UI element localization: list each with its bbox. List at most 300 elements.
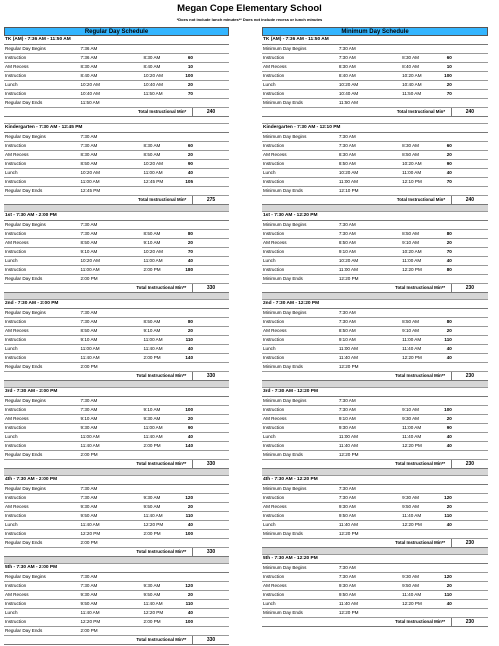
start-time: 7:30 AM [80,583,98,588]
minutes: 60 [446,143,452,148]
period-label: AM Recess [5,64,29,69]
table-row [4,133,229,142]
period-label: Instruction [263,231,285,236]
total-label: Total Instructional Min** [136,285,187,290]
period-label: Regular Day Begins [5,46,46,51]
end-time: 11:00 AM [402,258,422,263]
total-label: Total Instructional Min** [395,540,446,545]
end-time: 8:30 AM [143,143,161,148]
section-title: 5th - 7:30 AM - 12:20 PM [262,555,488,564]
minimum-day-column [262,27,488,627]
period-label: AM Recess [263,583,287,588]
table-row [4,142,229,151]
regular-day-sections [4,36,229,645]
end-time: 12:20 PM [402,443,422,448]
start-time: 7:30 AM [80,407,98,412]
table-row [262,345,488,354]
start-time: 7:30 AM [338,319,356,324]
minutes: 80 [187,319,193,324]
period-label: Regular Day Begins [5,134,46,139]
start-time: 7:30 AM [338,574,356,579]
minutes: 20 [446,82,452,87]
table-row [262,485,488,494]
period-label: Instruction [263,73,285,78]
period-label: Instruction [5,91,27,96]
end-time: 11:40 AM [143,346,163,351]
section-spacer [262,381,488,388]
table-row [262,503,488,512]
period-label: Lunch [263,346,276,351]
end-time: 9:30 AM [402,416,419,421]
minutes: 20 [187,504,193,509]
start-time: 11:00 AM [80,267,100,272]
period-label: Instruction [5,443,27,448]
period-label: Instruction [5,425,27,430]
section-title: 2nd - 7:30 AM - 2:00 PM [4,300,229,309]
end-time: 10:20 AM [143,161,163,166]
table-row [4,415,229,424]
minutes: 40 [446,355,452,360]
minutes: 120 [444,574,452,579]
end-time: 9:50 AM [143,504,161,509]
minutes: 40 [187,434,193,439]
total-row [4,196,229,205]
period-label: Instruction [263,513,285,518]
end-time: 10:20 AM [402,249,422,254]
end-time: 11:00 AM [143,258,163,263]
total-minutes: 230 [451,284,488,292]
period-label: Instruction [5,619,27,624]
period-label: Minimum Day Begins [263,46,307,51]
period-label: AM Recess [263,504,287,509]
total-label: Total Instructional Min** [136,549,187,554]
period-label: Instruction [263,425,285,430]
start-time: 9:30 AM [338,425,356,430]
start-time: 12:45 PM [80,188,101,193]
table-row [4,81,229,90]
table-row [4,363,229,372]
table-row [262,609,488,618]
minutes: 110 [444,337,452,342]
table-row [4,345,229,354]
start-time: 9:50 AM [338,513,356,518]
schedule-section [262,388,488,476]
total-label: Total Instructional Min* [396,109,446,114]
period-label: AM Recess [263,64,287,69]
end-time: 9:10 AM [143,240,161,245]
regular-day-column [4,27,229,645]
period-label: Instruction [5,73,27,78]
period-label: Regular Day Begins [5,222,46,227]
start-time: 7:30 AM [338,46,356,51]
minutes: 20 [187,152,193,157]
table-row [262,63,488,72]
total-row [262,460,488,469]
section-spacer [4,557,229,564]
period-label: Instruction [5,407,27,412]
period-label: AM Recess [5,416,29,421]
start-time: 8:50 AM [80,328,98,333]
end-time: 9:30 AM [402,495,419,500]
period-label: Instruction [5,161,27,166]
period-label: Instruction [263,574,285,579]
end-time: 12:20 PM [402,267,422,272]
minutes: 90 [446,161,452,166]
start-time: 7:30 AM [80,398,98,403]
table-row [4,573,229,582]
start-time: 7:30 AM [338,486,356,491]
start-time: 8:40 AM [80,73,98,78]
table-row [262,230,488,239]
table-row [4,618,229,627]
period-label: Instruction [263,407,285,412]
table-row [4,539,229,548]
table-row [262,336,488,345]
start-time: 2:00 PM [80,452,98,457]
minutes: 110 [444,592,452,597]
start-time: 9:30 AM [80,592,98,597]
period-label: AM Recess [263,240,287,245]
section-title: Kindergarten - 7:30 AM - 12:45 PM [4,124,229,133]
total-row [262,618,488,627]
section-spacer [262,205,488,212]
period-label: Minimum Day Ends [263,188,303,193]
table-row [4,521,229,530]
start-time: 2:00 PM [80,364,98,369]
table-row [262,45,488,54]
minutes: 40 [446,170,452,175]
minutes: 100 [444,73,452,78]
minutes: 120 [185,583,193,588]
minutes: 40 [187,170,193,175]
start-time: 7:30 AM [338,495,356,500]
period-label: Instruction [5,531,27,536]
table-row [4,494,229,503]
start-time: 7:30 AM [80,143,98,148]
start-time: 10:20 AM [80,82,100,87]
period-label: Minimum Day Begins [263,310,307,315]
start-time: 12:20 PM [80,619,101,624]
table-row [4,609,229,618]
start-time: 8:50 AM [338,161,356,166]
end-time: 8:50 AM [143,152,161,157]
schedule-section [262,124,488,212]
end-time: 2:00 PM [143,267,161,272]
minutes: 20 [446,328,452,333]
table-row [4,591,229,600]
minutes: 40 [446,522,452,527]
end-time: 8:40 AM [143,64,161,69]
table-row [4,160,229,169]
period-label: Minimum Day Ends [263,100,303,105]
minimum-day-sections [262,36,488,627]
period-label: Instruction [263,249,285,254]
start-time: 11:00 AM [338,267,358,272]
period-label: Instruction [5,143,27,148]
minutes: 80 [446,267,452,272]
period-label: AM Recess [5,504,29,509]
table-row [262,591,488,600]
period-label: Instruction [263,319,285,324]
table-row [4,257,229,266]
start-time: 12:20 PM [338,452,359,457]
start-time: 8:50 AM [338,240,356,245]
table-row [262,406,488,415]
end-time: 8:30 AM [143,55,161,60]
start-time: 9:30 AM [338,504,356,509]
table-row [262,187,488,196]
section-title: 1st - 7:30 AM - 2:00 PM [4,212,229,221]
start-time: 8:40 AM [338,73,356,78]
table-row [262,309,488,318]
start-time: 7:30 AM [338,398,356,403]
minutes: 110 [185,513,193,518]
start-time: 9:30 AM [338,583,356,588]
table-row [4,309,229,318]
total-row [4,548,229,557]
end-time: 2:00 PM [143,531,161,536]
start-time: 7:30 AM [338,134,356,139]
end-time: 2:00 PM [143,619,161,624]
table-row [262,275,488,284]
page-title: Megan Cope Elementary School [177,3,322,14]
end-time: 8:50 AM [402,152,419,157]
minutes: 20 [446,240,452,245]
start-time: 7:36 AM [80,55,98,60]
end-time: 11:50 AM [402,91,422,96]
total-row [262,372,488,381]
period-label: Minimum Day Ends [263,610,303,615]
end-time: 10:20 AM [143,249,163,254]
start-time: 12:20 PM [338,276,359,281]
start-time: 11:40 AM [80,610,100,615]
start-time: 10:20 AM [338,258,359,263]
section-spacer [4,381,229,388]
start-time: 7:30 AM [338,55,356,60]
period-label: Instruction [5,249,27,254]
period-label: Instruction [5,319,27,324]
table-row [262,573,488,582]
end-time: 12:45 PM [143,179,164,184]
start-time: 11:00 AM [338,179,358,184]
schedule-section [4,36,229,124]
start-time: 8:50 AM [80,240,98,245]
start-time: 7:30 AM [80,231,98,236]
start-time: 9:10 AM [338,249,356,254]
start-time: 11:50 AM [338,100,358,105]
table-row [262,442,488,451]
period-label: Regular Day Ends [5,452,43,457]
start-time: 11:50 AM [80,100,100,105]
total-row [262,108,488,117]
start-time: 9:50 AM [80,513,98,518]
total-minutes: 230 [451,618,488,626]
table-row [262,512,488,521]
schedule-section [4,124,229,212]
period-label: Instruction [5,513,27,518]
period-label: Instruction [5,55,27,60]
end-time: 11:00 AM [402,425,422,430]
section-spacer [4,293,229,300]
table-row [4,451,229,460]
table-row [262,582,488,591]
table-row [262,530,488,539]
start-time: 9:10 AM [338,416,356,421]
table-row [262,257,488,266]
period-label: Lunch [263,258,276,263]
table-row [262,433,488,442]
total-minutes: 330 [192,636,229,644]
period-label: Regular Day Ends [5,276,43,281]
total-minutes: 240 [451,196,488,204]
minutes: 40 [446,258,452,263]
end-time: 12:20 PM [402,601,422,606]
end-time: 10:20 AM [402,73,422,78]
period-label: Instruction [263,55,285,60]
end-time: 11:40 AM [143,601,163,606]
start-time: 9:50 AM [338,592,356,597]
minutes: 110 [185,601,193,606]
minutes: 20 [446,583,452,588]
end-time: 8:30 AM [402,143,419,148]
minutes: 105 [185,179,193,184]
table-row [4,178,229,187]
minutes: 60 [187,143,193,148]
period-label: Regular Day Ends [5,364,43,369]
start-time: 12:20 PM [338,531,359,536]
end-time: 12:10 PM [402,179,422,184]
period-label: Regular Day Begins [5,310,46,315]
period-label: Instruction [263,443,285,448]
end-time: 11:00 AM [402,337,422,342]
start-time: 11:40 AM [338,355,358,360]
minutes: 100 [185,619,193,624]
minutes: 20 [446,504,452,509]
start-time: 11:00 AM [338,434,358,439]
table-row [262,54,488,63]
period-label: Lunch [5,346,18,351]
table-row [4,45,229,54]
total-label: Total Instructional Min** [395,461,446,466]
minutes: 20 [187,416,193,421]
minutes: 100 [185,531,193,536]
period-label: AM Recess [5,152,29,157]
end-time: 8:50 AM [143,319,161,324]
minutes: 100 [185,73,193,78]
period-label: Minimum Day Begins [263,398,307,403]
period-label: Minimum Day Begins [263,222,307,227]
end-time: 11:50 AM [143,91,163,96]
minutes: 100 [444,407,452,412]
end-time: 2:00 PM [143,355,161,360]
end-time: 11:40 AM [402,513,422,518]
table-row [4,275,229,284]
total-minutes: 330 [192,372,229,380]
minutes: 110 [444,513,452,518]
minutes: 140 [185,355,193,360]
section-spacer [4,469,229,476]
end-time: 9:30 AM [143,416,161,421]
footnote: *Does not include lunch minutes** Does not include recess or lunch minutes [176,17,323,22]
end-time: 9:30 AM [143,495,161,500]
total-minutes: 330 [192,284,229,292]
start-time: 7:30 AM [80,310,98,315]
period-label: Minimum Day Ends [263,276,303,281]
start-time: 10:20 AM [80,170,100,175]
start-time: 10:40 AM [80,91,100,96]
start-time: 9:30 AM [80,425,98,430]
end-time: 9:10 AM [402,328,419,333]
table-row [262,363,488,372]
period-label: Instruction [263,495,285,500]
total-minutes: 230 [451,539,488,547]
start-time: 11:40 AM [338,601,358,606]
minutes: 20 [187,240,193,245]
table-row [4,336,229,345]
schedule-section [262,555,488,627]
period-label: AM Recess [263,416,287,421]
period-label: Regular Day Ends [5,100,43,105]
table-row [262,521,488,530]
end-time: 11:00 AM [402,170,422,175]
schedule-section [262,36,488,124]
start-time: 10:20 AM [338,170,359,175]
period-label: Lunch [5,522,18,527]
table-row [262,239,488,248]
section-title: 4th - 7:30 AM - 2:00 PM [4,476,229,485]
total-row [262,196,488,205]
period-label: Instruction [263,179,285,184]
total-label: Total Instructional Min** [395,285,446,290]
start-time: 7:30 AM [80,134,98,139]
start-time: 10:20 AM [338,82,359,87]
period-label: Minimum Day Begins [263,134,307,139]
minutes: 90 [446,425,452,430]
minutes: 10 [446,64,452,69]
minutes: 20 [187,82,193,87]
total-label: Total Instructional Min** [395,373,446,378]
start-time: 11:00 AM [338,346,358,351]
table-row [4,442,229,451]
table-row [262,169,488,178]
start-time: 9:10 AM [80,249,98,254]
minutes: 70 [446,179,452,184]
minutes: 40 [446,346,452,351]
start-time: 9:30 AM [80,504,98,509]
end-time: 11:40 AM [402,346,422,351]
minutes: 80 [446,319,452,324]
minutes: 40 [446,443,452,448]
end-time: 9:30 AM [143,583,161,588]
end-time: 9:10 AM [143,407,161,412]
end-time: 11:00 AM [143,337,163,342]
section-title: TK (AM) - 7:36 AM - 11:50 AM [262,36,488,45]
end-time: 8:50 AM [402,231,419,236]
end-time: 9:50 AM [143,592,161,597]
total-row [262,284,488,293]
table-row [262,451,488,460]
table-row [262,178,488,187]
regular-day-heading: Regular Day Schedule [4,27,229,36]
table-row [4,99,229,108]
section-title: 5th - 7:30 AM - 2:00 PM [4,564,229,573]
minutes: 70 [187,249,193,254]
period-label: Instruction [5,231,27,236]
table-row [262,424,488,433]
end-time: 12:20 PM [143,610,164,615]
end-time: 9:10 AM [143,328,161,333]
total-minutes: 330 [192,548,229,556]
